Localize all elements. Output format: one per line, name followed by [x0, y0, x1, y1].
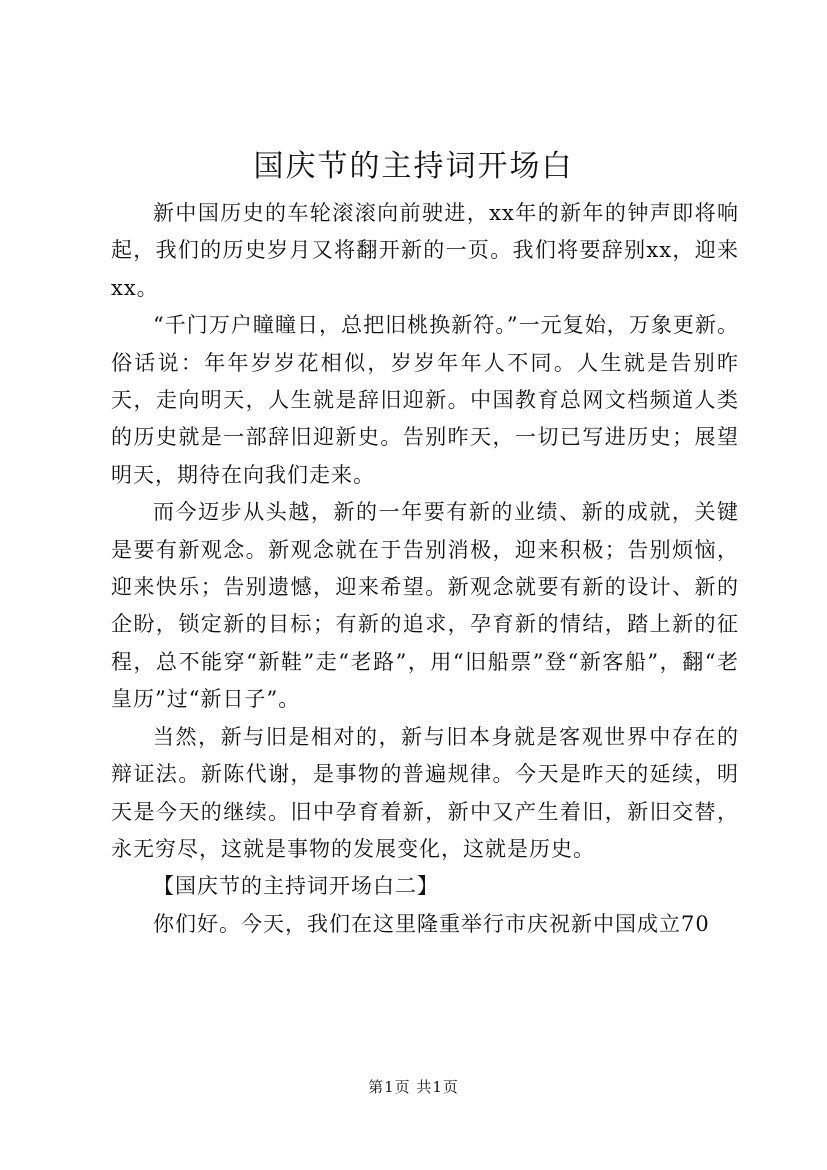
paragraph: 新中国历史的车轮滚滚向前驶进，xx年的新年的钟声即将响起，我们的历史岁月又将翻开新的一页。我们将要辞别xx，迎来xx。	[111, 201, 739, 300]
paragraph: “千门万户瞳瞳日，总把旧桃换新符。”一元复始，万象更新。俗话说：年年岁岁花相似，岁岁年年人不同。人生就是告别昨天，走向明天，人生就是辞旧迎新。中国教育总网文档频道人类的历史就是一部辞旧迎新史。告别昨天，一切已写进历史；展望明天，期待在向我们走来。	[111, 313, 739, 487]
document-body	[111, 195, 739, 943]
section-heading: 【国庆节的主持词开场白二】	[153, 874, 439, 899]
paragraph: 你们好。今天，我们在这里隆重举行市庆祝新中国成立70	[153, 911, 710, 936]
paragraph: 而今迈步从头越，新的一年要有新的业绩、新的成就，关键是要有新观念。新观念就在于告别消极，迎来积极；告别烦恼，迎来快乐；告别遗憾，迎来希望。新观念就要有新的设计、新的企盼，锁定新的目标；有新的追求，孕育新的情结，踏上新的征程，总不能穿“新鞋”走“老路”，用“旧船票”登“新客船”，翻“老皇历”过“新日子”。	[111, 500, 739, 712]
page-footer: 第1页 共1页	[368, 1078, 459, 1096]
paragraph: 当然，新与旧是相对的，新与旧本身就是客观世界中存在的辩证法。新陈代谢，是事物的普遍规律。今天是昨天的延续，明天是今天的继续。旧中孕育着新，新中又产生着旧，新旧交替，永无穷尽，这就是事物的发展变化，这就是历史。	[111, 724, 739, 861]
document-title: 国庆节的主持词开场白	[253, 149, 574, 184]
